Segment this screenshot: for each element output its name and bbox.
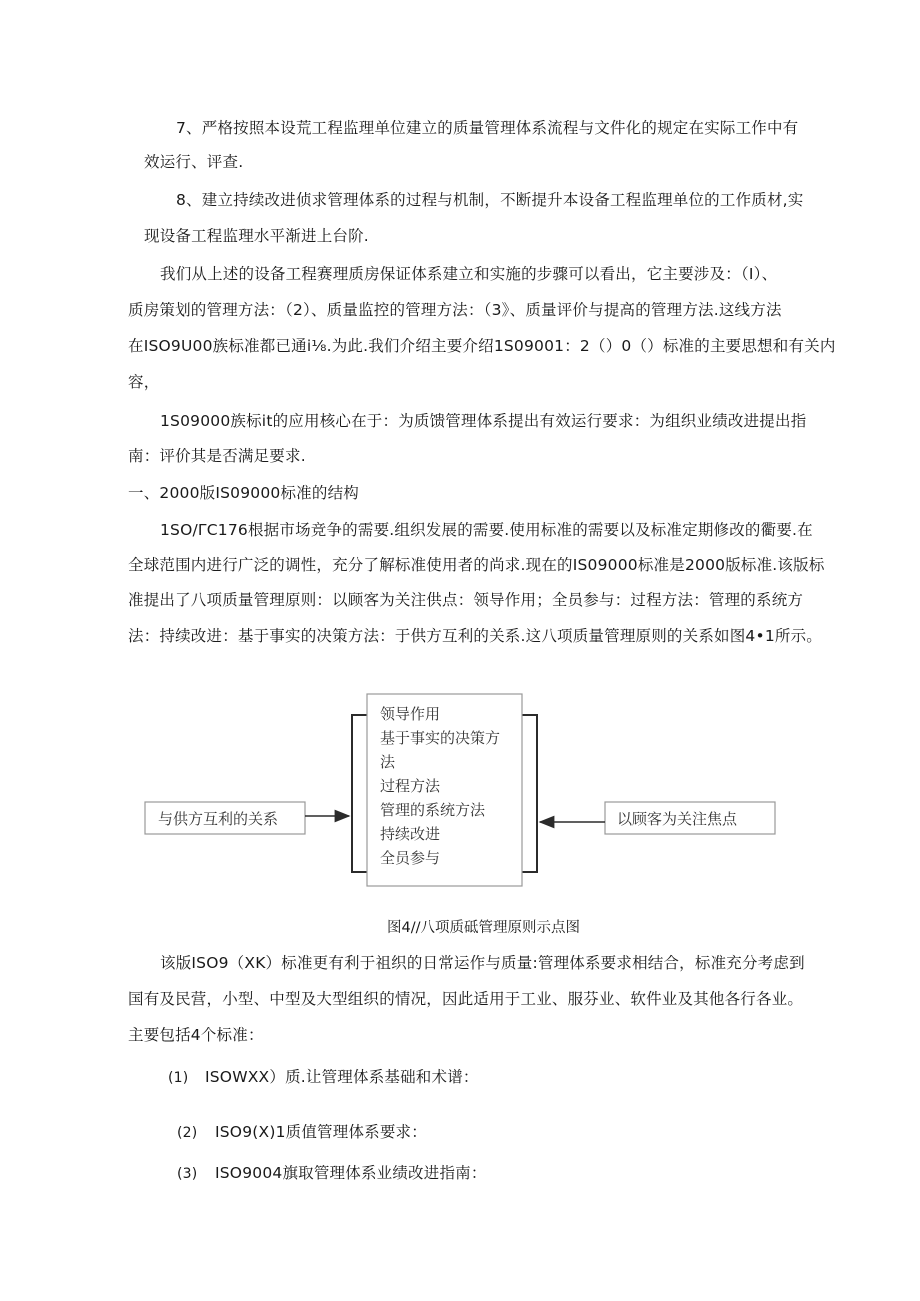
list-item-2-text: ISO9(X)1质值管理体系要求： bbox=[215, 1123, 427, 1141]
para8-line2: 现设备工程监理水平渐进上台阶. bbox=[144, 227, 369, 245]
para12-line3: 主要包括4个标准： bbox=[128, 1026, 264, 1044]
para10-line2: 南：评价其是否满足要求. bbox=[128, 447, 306, 465]
principle-fact-based-1: 基于事实的决策方 bbox=[380, 729, 501, 747]
para11-line3: 准提出了八项质量管理原则：以顾客为关注供点：领导作用；全员参与：过程方法：管理的系统方 bbox=[128, 591, 804, 609]
right-bracket bbox=[522, 715, 537, 872]
para11-line4: 法：持续改进：基于事实的决策方法：于供方互利的关系.这八项质量管理原则的关系如图4•1所示。 bbox=[128, 627, 822, 645]
left-bracket bbox=[352, 715, 367, 872]
para10-line1: 1S09000族标it的应用核心在于：为质馈管理体系提出有效运行要求：为组织业绩改进提出指 bbox=[160, 412, 807, 430]
para11-line2: 全球范围内进行广泛的调性，充分了解标准使用者的尚求.现在的IS09000标准是2000版标准.该版标 bbox=[128, 556, 825, 574]
list-item-1-text: ISOWXX）质.让管理体系基础和术谱： bbox=[205, 1068, 479, 1086]
list-item-1-num: (1) bbox=[168, 1070, 189, 1086]
para12-line2: 国有及民营，小型、中型及大型组织的情况，因此适用于工业、服芬业、软件业及其他各行各业。 bbox=[128, 990, 804, 1008]
para11-line1: 1SO/ΓC176根据市场竞争的需要.组织发展的需要.使用标准的需要以及标准定期修改的衢要.在 bbox=[160, 521, 813, 539]
figure-caption: 图4//八项质砥管理原则示点图 bbox=[387, 920, 580, 936]
supplier-relation-label: 与供方互利的关系 bbox=[158, 810, 279, 828]
para9-line4: 容， bbox=[128, 373, 160, 391]
para9-line3: 在ISO9U00族标准都已通i⅛.为此.我们介绍主要介绍1S09001：2（）0（）标准的主要思想和有关内 bbox=[128, 337, 836, 355]
principle-system: 管理的系统方法 bbox=[380, 801, 486, 819]
list-item-3-num: (3) bbox=[177, 1166, 198, 1182]
principle-involvement: 全员参与 bbox=[380, 849, 441, 867]
para7-line2: 效运行、评查. bbox=[144, 153, 244, 171]
para12-line1: 该版ISO9（XK）标准更有利于祖织的日常运作与质量:管理体系要求相结合，标准充分考虑到 bbox=[160, 954, 805, 972]
customer-focus-label: 以顾客为关注焦点 bbox=[617, 810, 738, 828]
section-heading: 一、2000版IS09000标准的结构 bbox=[128, 484, 359, 502]
para8-line1: 8、建立持续改进侦求管理体系的过程与机制，不断提升本设备工程监理单位的工作质材,实 bbox=[176, 191, 804, 209]
para9-line1: 我们从上述的设备工程赛理质房保证体系建立和实施的步骤可以看出，它主要涉及：（I）、 bbox=[160, 265, 778, 283]
list-item-3-text: ISO9004旗取管理体系业绩改进指南： bbox=[215, 1164, 487, 1182]
principle-fact-based-2: 法 bbox=[380, 753, 396, 771]
principle-process: 过程方法 bbox=[380, 777, 441, 795]
principle-leadership: 领导作用 bbox=[380, 705, 441, 723]
para9-line2: 质房策划的管理方法：（2）、质量监控的管理方法：（3》、质量评价与提高的管理方法.这线方法 bbox=[128, 301, 782, 319]
list-item-2-num: (2) bbox=[177, 1125, 198, 1141]
principle-improvement: 持续改进 bbox=[380, 825, 441, 843]
para7-line1: 7、严格按照本设荒工程监理单位建立的质量管理体系流程与文件化的规定在实际工作中有 bbox=[176, 119, 799, 137]
